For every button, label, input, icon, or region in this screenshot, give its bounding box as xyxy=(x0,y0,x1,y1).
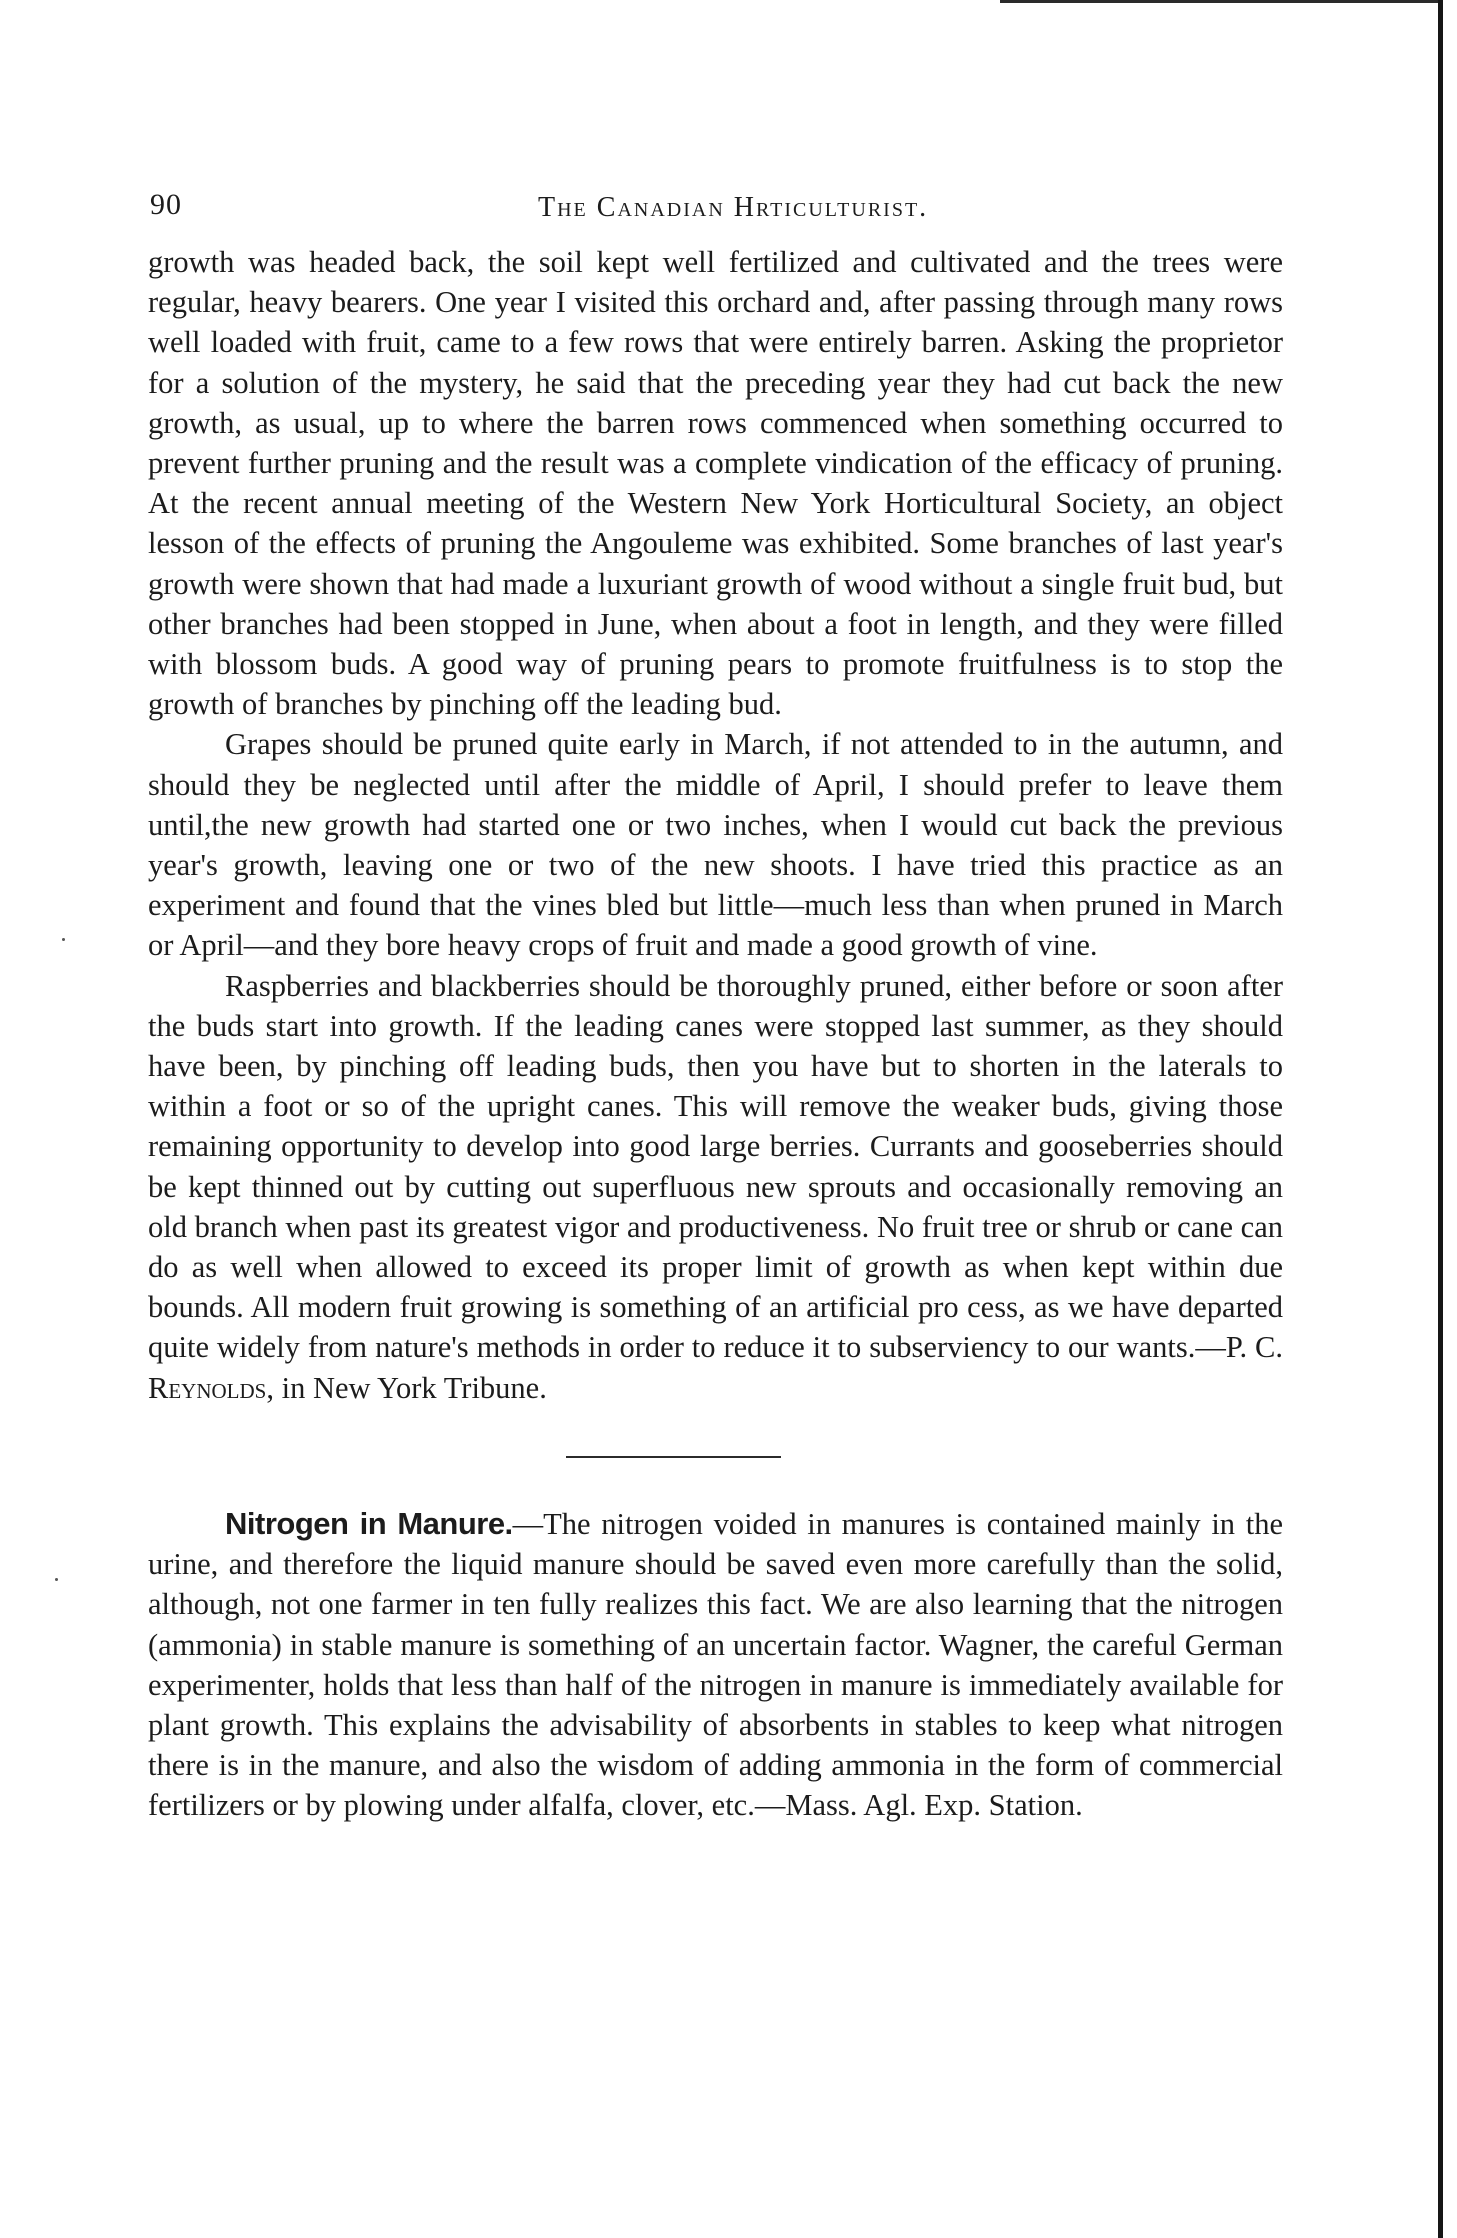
running-head xyxy=(148,188,1283,238)
section-divider xyxy=(566,1456,781,1458)
book-page xyxy=(148,188,1283,1826)
author-signature: Reynolds xyxy=(148,1370,267,1405)
speck-mark xyxy=(62,938,65,941)
note-text: —The nitrogen voided in manures is contained mainly in the urine, and therefore the liquid manure should be saved even more carefully than the solid, although, not one farmer in ten fully realizes this fact. We are also learning that the nitrogen (ammonia) in stable manure is something of an uncertain factor. Wagner, the careful German experimenter, holds that less than half of the nitrogen in manure is immediately available for plant growth. This explains the advisability of absorbents in stables to keep what nitrogen there is in the manure, and also the wisdom of adding ammonia in the form of commercial fertilizers or by plowing under alfalfa, clover, etc.—Mass. Agl. Exp. Station. xyxy=(148,1506,1283,1823)
note-heading: Nitrogen in Manure. xyxy=(225,1505,513,1541)
speck-mark xyxy=(55,1578,58,1581)
signature-source: , in New York Tribune. xyxy=(266,1370,547,1405)
scan-edge-top xyxy=(1000,0,1440,3)
paragraph-pruning-pears: growth was headed back, the soil kept well fertilized and cultivated and the trees were regular, heavy bearers. One year I visited this orchard and, after passing through many rows well loaded with fruit, came to a few rows that were entirely barren. Asking the proprietor for a solution of the mystery, he said that the preceding year they had cut back the new growth, as usual, up to where the barren rows commenced when something occurred to prevent further pruning and the result was a complete vindication of the efficacy of pruning. At the recent annual meeting of the Western New York Horticultural Society, an object lesson of the effects of pruning the Angouleme was exhibited. Some branches of last year's growth were shown that had made a luxuriant growth of wood without a single fruit bud, but other branches had been stopped in June, when about a foot in length, and they were filled with blossom buds. A good way of pruning pears to promote fruitfulness is to stop the growth of branches by pinching off the leading bud. xyxy=(148,245,1283,722)
paragraph-nitrogen-note xyxy=(148,1504,1283,1826)
paragraph-grapes: Grapes should be pruned quite early in March, if not attended to in the autumn, and should they be neglected until after the middle of April, I should prefer to leave them until,the new growth had started one or two inches, when I would cut back the previous year's growth, leaving one or two of the new shoots. I have tried this practice as an experiment and found that the vines bled but little—much less than when pruned in March or April—and they bore heavy crops of fruit and made a good growth of vine. xyxy=(148,727,1283,963)
paragraph-raspberries-text: Raspberries and blackberries should be thoroughly pruned, either before or soon after the buds start into growth. If the leading canes were stopped last summer, as they should have been, by pinching off leading buds, then you have but to shorten in the laterals to within a foot or so of the upright canes. This will remove the weaker buds, giving those remaining opportunity to develop into good large berries. Currants and gooseberries should be kept thinned out by cutting out superfluous new sprouts and occasionally removing an old branch when past its greatest vigor and productiveness. No fruit tree or shrub or cane can do as well when allowed to exceed its proper limit of growth as when kept within due bounds. All modern fruit growing is something of an artificial pro cess, as we have departed quite widely from nature's methods in order to reduce it to subserviency to our wants.—P. C. xyxy=(148,968,1283,1365)
page-number: 90 xyxy=(150,188,182,221)
paragraph-raspberries xyxy=(148,966,1283,1408)
journal-title: The Canadian Hrticulturist. xyxy=(538,192,929,223)
scan-edge-right xyxy=(1438,0,1443,2238)
